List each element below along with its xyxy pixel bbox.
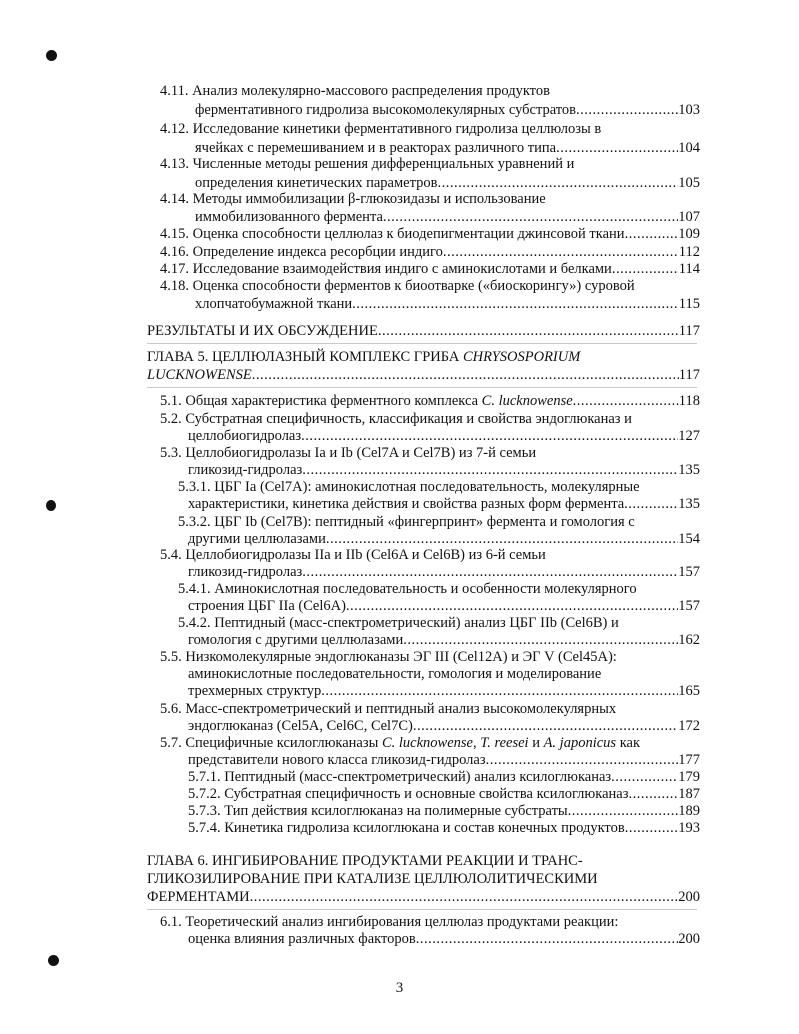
toc-entry-4-12: 4.12. Исследование кинетики ферментативного гидролиза целлюлозы в — [160, 121, 602, 137]
toc-entry-6-1: 6.1. Теоретический анализ ингибирования целлюлаз продуктами реакции: — [160, 914, 619, 930]
page-ref: 135 — [678, 496, 700, 512]
page-ref: 112 — [678, 244, 700, 260]
toc-entry-4-18-cont: хлопчатобумажной ткани ..... 115 — [195, 295, 700, 314]
scan-dot-bottom-left — [48, 955, 59, 966]
page-ref: 115 — [678, 296, 700, 312]
toc-entry-5-6-cont: эндоглюканаз (Cel5A, Cel6C, Cel7C) ..... 172 — [188, 717, 700, 736]
toc-entry-4-15: 4.15. Оценка способности целлюлаз к биодепигментации джинсовой ткани ..... 109 — [160, 225, 700, 244]
toc-entry-5-2: 5.2. Субстратная специфичность, классификация и свойства эндоглюканаз и — [160, 411, 632, 427]
toc-entry-5-3-cont: гликозид-гидролаз ..... 135 — [188, 461, 700, 480]
toc-entry-4-18: 4.18. Оценка способности ферментов к биоотварке («биоскорингу») суровой — [160, 278, 635, 294]
page-ref: 172 — [678, 718, 700, 734]
page-ref: 189 — [678, 803, 700, 819]
toc-chapter-5-cont: LUCKNOWENSE ..... 117 — [147, 366, 700, 385]
page-ref: 200 — [678, 931, 700, 947]
toc-entry-5-1: 5.1. Общая характеристика ферментного комплекса C. lucknowense ..... 118 — [160, 392, 700, 411]
page-ref: 177 — [678, 752, 700, 768]
toc-entry-5-7-3: 5.7.3. Тип действия ксилоглюканаз на полимерные субстраты ..... 189 — [188, 802, 700, 821]
toc-entry-5-4-1: 5.4.1. Аминокислотная последовательность и особенности молекулярного — [178, 581, 637, 597]
page-ref: 104 — [678, 140, 700, 156]
page-ref: 114 — [678, 261, 700, 277]
toc-chapter-5: ГЛАВА 5. ЦЕЛЛЮЛАЗНЫЙ КОМПЛЕКС ГРИБА CHRYSOSPORIUM — [147, 349, 581, 365]
scan-dot-top-left — [46, 50, 57, 61]
toc-entry-5-7-cont: представители нового класса гликозид-гидролаз ..... 177 — [188, 751, 700, 770]
toc-entry-5-4-2-cont: гомология с другими целлюлазами ..... 162 — [188, 631, 700, 650]
page-ref: 127 — [678, 428, 700, 444]
toc-entry-5-7-1: 5.7.1. Пептидный (масс-спектрометрический) анализ ксилоглюканаз ..... 179 — [188, 768, 700, 787]
toc-entry-5-7-4: 5.7.4. Кинетика гидролиза ксилоглюкана и состав конечных продуктов ..... 193 — [188, 819, 700, 838]
toc-entry-5-3-2-cont: другими целлюлазами ..... 154 — [188, 530, 700, 549]
toc-entry-5-3: 5.3. Целлобиогидролазы Ia и Ib (Cel7A и Cel7B) из 7-й семьи — [160, 445, 537, 461]
toc-entry-5-6: 5.6. Масс-спектрометрический и пептидный анализ высокомолекулярных — [160, 701, 617, 717]
toc-entry-5-3-1-cont: характеристики, кинетика действия и свойства разных форм фермента ..... 135 — [188, 495, 700, 514]
toc-chapter-6-cont: ГЛИКОЗИЛИРОВАНИЕ ПРИ КАТАЛИЗЕ ЦЕЛЛЮЛОЛИТИЧЕСКИМИ — [147, 871, 598, 887]
toc-entry-5-4: 5.4. Целлобиогидролазы IIa и IIb (Cel6A и Cel6B) из 6-й семьи — [160, 547, 546, 563]
toc-entry-5-4-2: 5.4.2. Пептидный (масс-спектрометрический) анализ ЦБГ IIb (Cel6B) и — [178, 615, 619, 631]
page-ref: 179 — [678, 769, 700, 785]
page-ref: 107 — [678, 209, 700, 225]
toc-entry-5-5: 5.5. Низкомолекулярные эндоглюканазы ЭГ III (Cel12A) и ЭГ V (Cel45A): — [160, 649, 617, 665]
page-ref: 117 — [678, 323, 700, 339]
toc-entry-5-3-2: 5.3.2. ЦБГ Ib (Cel7B): пептидный «фингерпринт» фермента и гомология с — [178, 514, 635, 530]
page-ref: 157 — [678, 598, 700, 614]
toc-entry-6-1-cont: оценка влияния различных факторов ..... 200 — [188, 930, 700, 949]
page-ref: 105 — [678, 175, 700, 191]
toc-entry-4-14: 4.14. Методы иммобилизации β-глюкозидазы и использование — [160, 191, 546, 207]
separator-line — [147, 387, 697, 388]
toc-entry-5-3-1: 5.3.1. ЦБГ Ia (Cel7A): аминокислотная последовательность, молекулярные — [178, 479, 640, 495]
separator-line — [147, 343, 697, 344]
page-ref: 165 — [678, 683, 700, 699]
page-ref: 117 — [678, 367, 700, 383]
separator-line — [147, 909, 697, 910]
toc-entry-4-11: 4.11. Анализ молекулярно-массового распределения продуктов — [160, 83, 550, 99]
toc-entry-4-16: 4.16. Определение индекса ресорбции индиго ..... 112 — [160, 243, 700, 262]
toc-entry-5-4-1-cont: строения ЦБГ IIa (Cel6A) ..... 157 — [188, 597, 700, 616]
page-ref: 162 — [678, 632, 700, 648]
toc-entry-4-13: 4.13. Численные методы решения дифференциальных уравнений и — [160, 156, 575, 172]
page-ref: 154 — [678, 531, 700, 547]
toc-entry-5-5-cont: аминокислотные последовательности, гомология и моделирование — [188, 666, 602, 682]
page-ref: 200 — [678, 889, 700, 905]
toc-entry-4-11-cont: ферментативного гидролиза высокомолекулярных субстратов ..... 103 — [195, 101, 700, 120]
toc-entry-5-7: 5.7. Специфичные ксилоглюканазы C. lucknowense, T. reesei и A. japonicus как — [160, 735, 641, 751]
toc-results-heading: РЕЗУЛЬТАТЫ И ИХ ОБСУЖДЕНИЕ ..... 117 — [147, 322, 700, 341]
page-ref: 193 — [678, 820, 700, 836]
page-ref: 135 — [678, 462, 700, 478]
page-ref: 187 — [678, 786, 700, 802]
scan-dot-middle-left — [46, 500, 56, 511]
page-ref: 157 — [678, 564, 700, 580]
toc-entry-5-7-2: 5.7.2. Субстратная специфичность и основные свойства ксилоглюканаз ..... 187 — [188, 785, 700, 804]
page-ref: 109 — [678, 226, 700, 242]
toc-entry-4-12-cont: ячейках с перемешиванием и в реакторах различного типа ..... 104 — [195, 139, 700, 158]
toc-chapter-6-cont2: ФЕРМЕНТАМИ ..... 200 — [147, 888, 700, 907]
page-number: 3 — [395, 980, 404, 996]
toc-entry-5-4-cont: гликозид-гидролаз ..... 157 — [188, 563, 700, 582]
toc-chapter-6: ГЛАВА 6. ИНГИБИРОВАНИЕ ПРОДУКТАМИ РЕАКЦИИ И ТРАНС- — [147, 853, 583, 869]
toc-entry-4-17: 4.17. Исследование взаимодействия индиго с аминокислотами и белками ..... 114 — [160, 260, 700, 279]
toc-entry-5-5-cont2: трехмерных структур ..... 165 — [188, 682, 700, 701]
toc-entry-4-13-cont: определения кинетических параметров ..... 105 — [195, 174, 700, 193]
page-ref: 103 — [678, 102, 700, 118]
page-ref: 118 — [678, 393, 700, 409]
toc-entry-5-2-cont: целлобиогидролаз ..... 127 — [188, 427, 700, 446]
toc-entry-4-14-cont: иммобилизованного фермента ..... 107 — [195, 208, 700, 227]
